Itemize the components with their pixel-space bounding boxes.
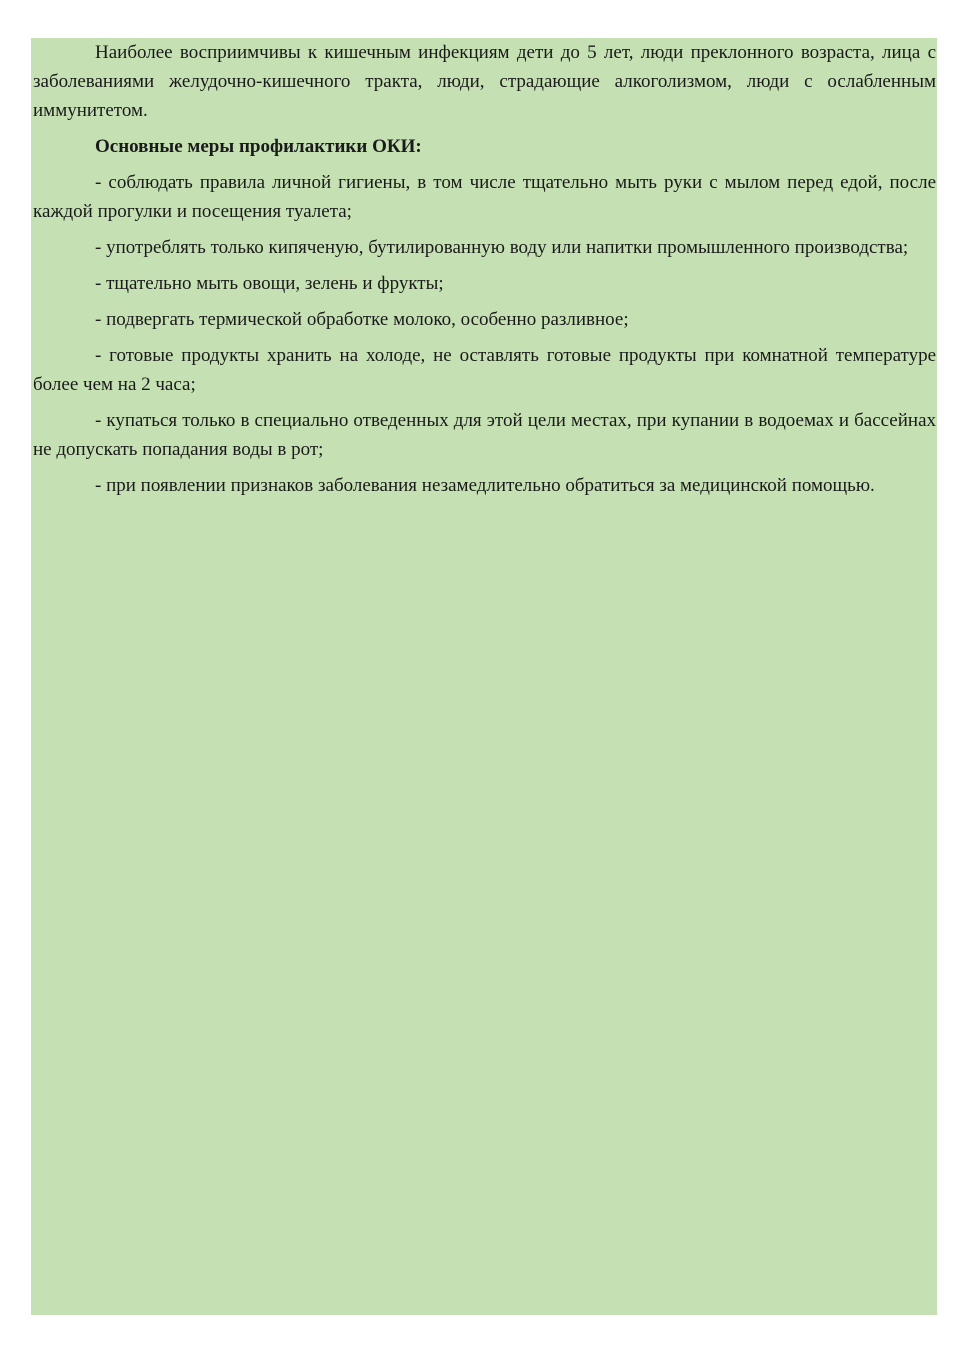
- list-item-swimming: - купаться только в специально отведенных для этой цели местах, при купании в водоемах и бассейнах не допускать попадания воды в рот;: [33, 410, 936, 460]
- document-body: [33, 38, 936, 500]
- document-page: [31, 38, 937, 1315]
- list-item-water: - употреблять только кипяченую, бутилированную воду или напитки промышленного производства;: [95, 237, 909, 258]
- section-heading: Основные меры профилактики ОКИ:: [95, 136, 422, 157]
- list-item-medical-help: - при появлении признаков заболевания незамедлительно обратиться за медицинской помощью.: [95, 475, 875, 496]
- list-item-milk: - подвергать термической обработке молоко, особенно разливное;: [95, 309, 629, 330]
- list-item-storage: - готовые продукты хранить на холоде, не оставлять готовые продукты при комнатной температуре более чем на 2 часа;: [33, 345, 936, 395]
- list-item-hygiene: - соблюдать правила личной гигиены, в том числе тщательно мыть руки с мылом перед едой, после каждой прогулки и посещения туалета;: [33, 172, 936, 222]
- list-item-vegetables: - тщательно мыть овощи, зелень и фрукты;: [95, 273, 444, 294]
- intro-paragraph: Наиболее восприимчивы к кишечным инфекциям дети до 5 лет, люди преклонного возраста, лица с заболеваниями желудочно-кишечного тракта, люди, страдающие алкоголизмом, люди с ослабленным иммунитетом.: [33, 42, 936, 121]
